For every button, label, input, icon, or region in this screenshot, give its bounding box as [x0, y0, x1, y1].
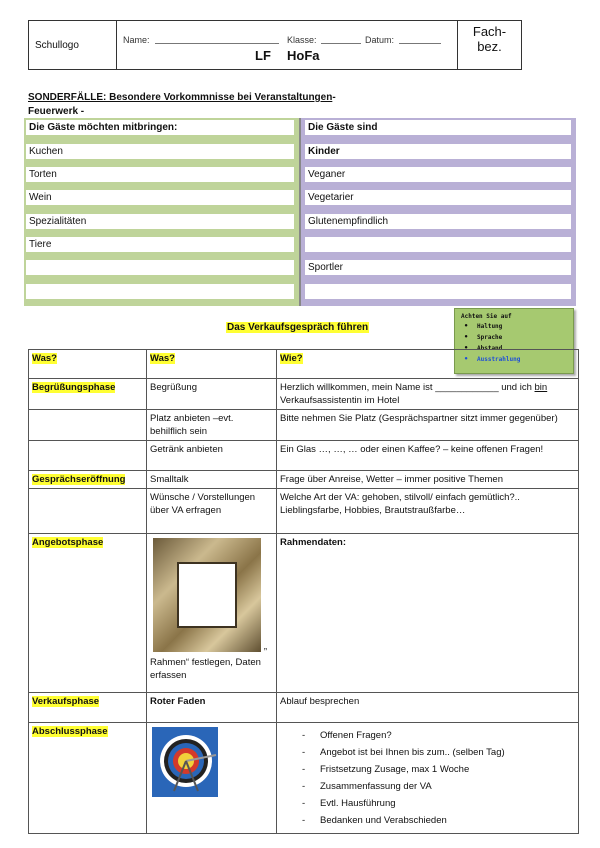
guests-are-header: Die Gäste sind [305, 120, 571, 135]
list-item: - Angebot ist bei Ihnen bis zum.. (selben Tag) [302, 746, 575, 760]
header-was-2: Was? [150, 353, 175, 364]
header-wie: Wie? [280, 353, 303, 364]
table-row [29, 410, 579, 441]
table-row [29, 534, 579, 693]
phase-cell [29, 379, 147, 410]
what-cell: Begrüßung [147, 379, 277, 410]
guests-bring-item: Torten [26, 167, 294, 182]
achten-item: • Sprache [461, 334, 567, 341]
guests-are-item [305, 284, 571, 299]
abschluss-list [280, 729, 575, 828]
achten-item: • Abstand [461, 345, 567, 352]
datum-label: Datum: [365, 35, 395, 45]
how-cell: Bitte nehmen Sie Platz (Gesprächspartner sitzt immer gegenüber) [277, 410, 579, 441]
achten-item: • Ausstrahlung [461, 356, 567, 363]
guests-bring-header: Die Gäste möchten mitbringen: [26, 120, 294, 135]
phase-cell [29, 410, 147, 441]
what-cell: Getränk anbieten [147, 441, 277, 471]
how-cell [277, 534, 579, 693]
guests-are-item: Vegetarier [305, 190, 571, 205]
achten-title: Achten Sie auf [461, 313, 512, 320]
sonderfaelle-title [28, 92, 336, 103]
sonderfaelle-title-dash: - [332, 92, 336, 103]
what-text: Rahmen“ festlegen, Daten erfassen [150, 657, 261, 681]
header-cell [29, 350, 147, 379]
table-row [29, 471, 579, 489]
guests-are-item [305, 237, 571, 252]
phase-cell [29, 471, 147, 489]
verkaufsgespraech-table [28, 349, 579, 834]
name-label: Name: [123, 35, 150, 45]
klasse-label: Klasse: [287, 35, 317, 45]
table-row [29, 693, 579, 723]
how-cell [277, 379, 579, 410]
table-header-row [29, 350, 579, 379]
what-cell: Platz anbieten –evt. behilflich sein [147, 410, 277, 441]
what-cell: Smalltalk [147, 471, 277, 489]
header-cell [277, 350, 579, 379]
what-cell: Wünsche / Vorstellungen über VA erfragen [147, 489, 277, 534]
phase-label: Abschlussphase [32, 726, 108, 737]
verkaufsgespraech-heading: Das Verkaufsgespräch führen [227, 322, 369, 333]
what-cell [147, 534, 277, 693]
how-text-underlined: bin [534, 382, 548, 393]
list-item: - Bedanken und Verabschieden [302, 814, 575, 828]
guests-are-item: Kinder [305, 144, 571, 159]
phase-label: Angebotsphase [32, 537, 104, 548]
name-field[interactable] [155, 33, 279, 44]
how-cell: Ablauf besprechen [277, 693, 579, 723]
lf-label: LF [255, 48, 271, 63]
table-row [29, 379, 579, 410]
picture-frame-image [153, 538, 261, 652]
how-cell: Ein Glas …, …, … oder einen Kaffee? – keine offenen Fragen! [277, 441, 579, 471]
list-item: - Evtl. Hausführung [302, 797, 575, 811]
guests-are-item: Sportler [305, 260, 571, 275]
what-cell [147, 693, 277, 723]
phase-cell [29, 489, 147, 534]
datum-field[interactable] [399, 33, 441, 44]
sonderfaelle-title-text: SONDERFÄLLE: Besondere Vorkommnisse bei Veranstaltungen [28, 92, 333, 103]
table-row [29, 441, 579, 471]
phase-label: Begrüßungsphase [32, 382, 116, 393]
rahmendaten-label: Rahmendaten: [280, 537, 346, 548]
list-item: - Fristsetzung Zusage, max 1 Woche [302, 763, 575, 777]
how-cell: Frage über Anreise, Wetter – immer positive Themen [277, 471, 579, 489]
guests-are-item: Glutenempfindlich [305, 214, 571, 229]
fach-bez-cell [457, 21, 521, 69]
what-text: Roter Faden [150, 696, 206, 707]
header-cell [147, 350, 277, 379]
list-item: - Offenen Fragen? [302, 729, 575, 743]
sonderfaelle-table [24, 118, 576, 306]
table-row [29, 489, 579, 534]
klasse-field[interactable] [321, 33, 361, 44]
guests-are-item: Veganer [305, 167, 571, 182]
guests-bring-item: Wein [26, 190, 294, 205]
hofa-label: HoFa [287, 48, 320, 63]
phase-cell [29, 441, 147, 471]
list-item: - Zusammenfassung der VA [302, 780, 575, 794]
phase-label: Gesprächseröffnung [32, 474, 126, 485]
how-text: Verkaufsassistentin im Hotel [280, 395, 400, 406]
phase-label: Verkaufsphase [32, 696, 100, 707]
guests-bring-item [26, 284, 294, 299]
guests-bring-item: Kuchen [26, 144, 294, 159]
header-was-1: Was? [32, 353, 57, 364]
guests-bring-item: Spezialitäten [26, 214, 294, 229]
school-logo-placeholder: Schullogo [29, 21, 117, 69]
phase-cell [29, 723, 147, 834]
fach-label: Fach- [472, 24, 507, 39]
how-cell: Welche Art der VA: gehoben, stilvoll/ einfach gemütlich?.. Lieblingsfarbe, Hobbies, Brautstraußfarbe… [277, 489, 579, 534]
target-arrow-image [152, 727, 218, 797]
worksheet-header [28, 20, 522, 70]
guests-bring-item [26, 260, 294, 275]
achten-item: • Haltung [461, 323, 567, 330]
what-cell [147, 723, 277, 834]
table-row [29, 723, 579, 834]
phase-cell [29, 534, 147, 693]
how-cell [277, 723, 579, 834]
how-text: Herzlich willkommen, mein Name ist ____________ und ich [280, 382, 535, 393]
phase-cell [29, 693, 147, 723]
quote-mark: „ [263, 641, 267, 652]
sonderfaelle-subtitle: Feuerwerk - [28, 106, 85, 117]
bez-label: bez. [477, 39, 502, 54]
guests-bring-item: Tiere [26, 237, 294, 252]
